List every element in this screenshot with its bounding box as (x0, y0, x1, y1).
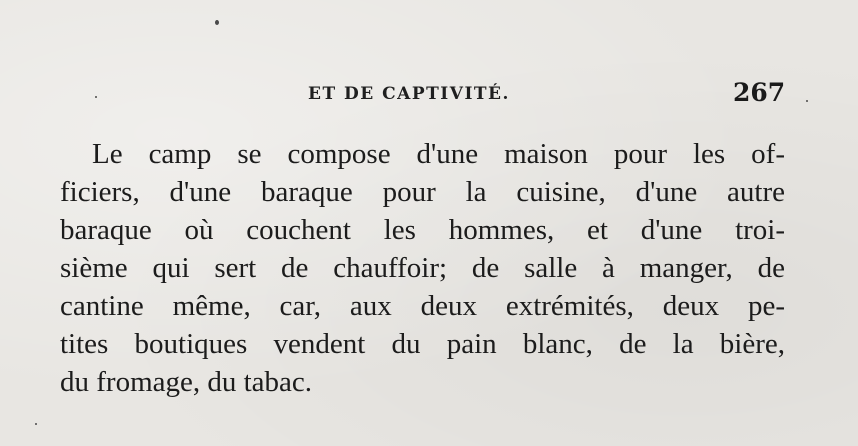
running-title: ET DE CAPTIVITÉ. (308, 84, 510, 104)
text-line: du fromage, du tabac. (60, 366, 313, 398)
text-line: baraque où couchent les hommes, et d'une troi- (60, 214, 785, 246)
body-paragraph (60, 135, 785, 401)
text-line: Le camp se compose d'une maison pour les of- (92, 138, 785, 170)
text-line: ficiers, d'une baraque pour la cuisine, d'une autre (60, 176, 785, 208)
text-line: tites boutiques vendent du pain blanc, de la bière, (60, 328, 785, 360)
text-line: sième qui sert de chauffoir; de salle à manger, de (60, 252, 785, 284)
ink-speck (215, 20, 219, 25)
page-number: 267 (733, 78, 786, 107)
text-line: cantine même, car, aux deux extrémités, deux pe- (60, 290, 785, 322)
running-head (0, 78, 858, 112)
ink-speck (35, 423, 37, 425)
